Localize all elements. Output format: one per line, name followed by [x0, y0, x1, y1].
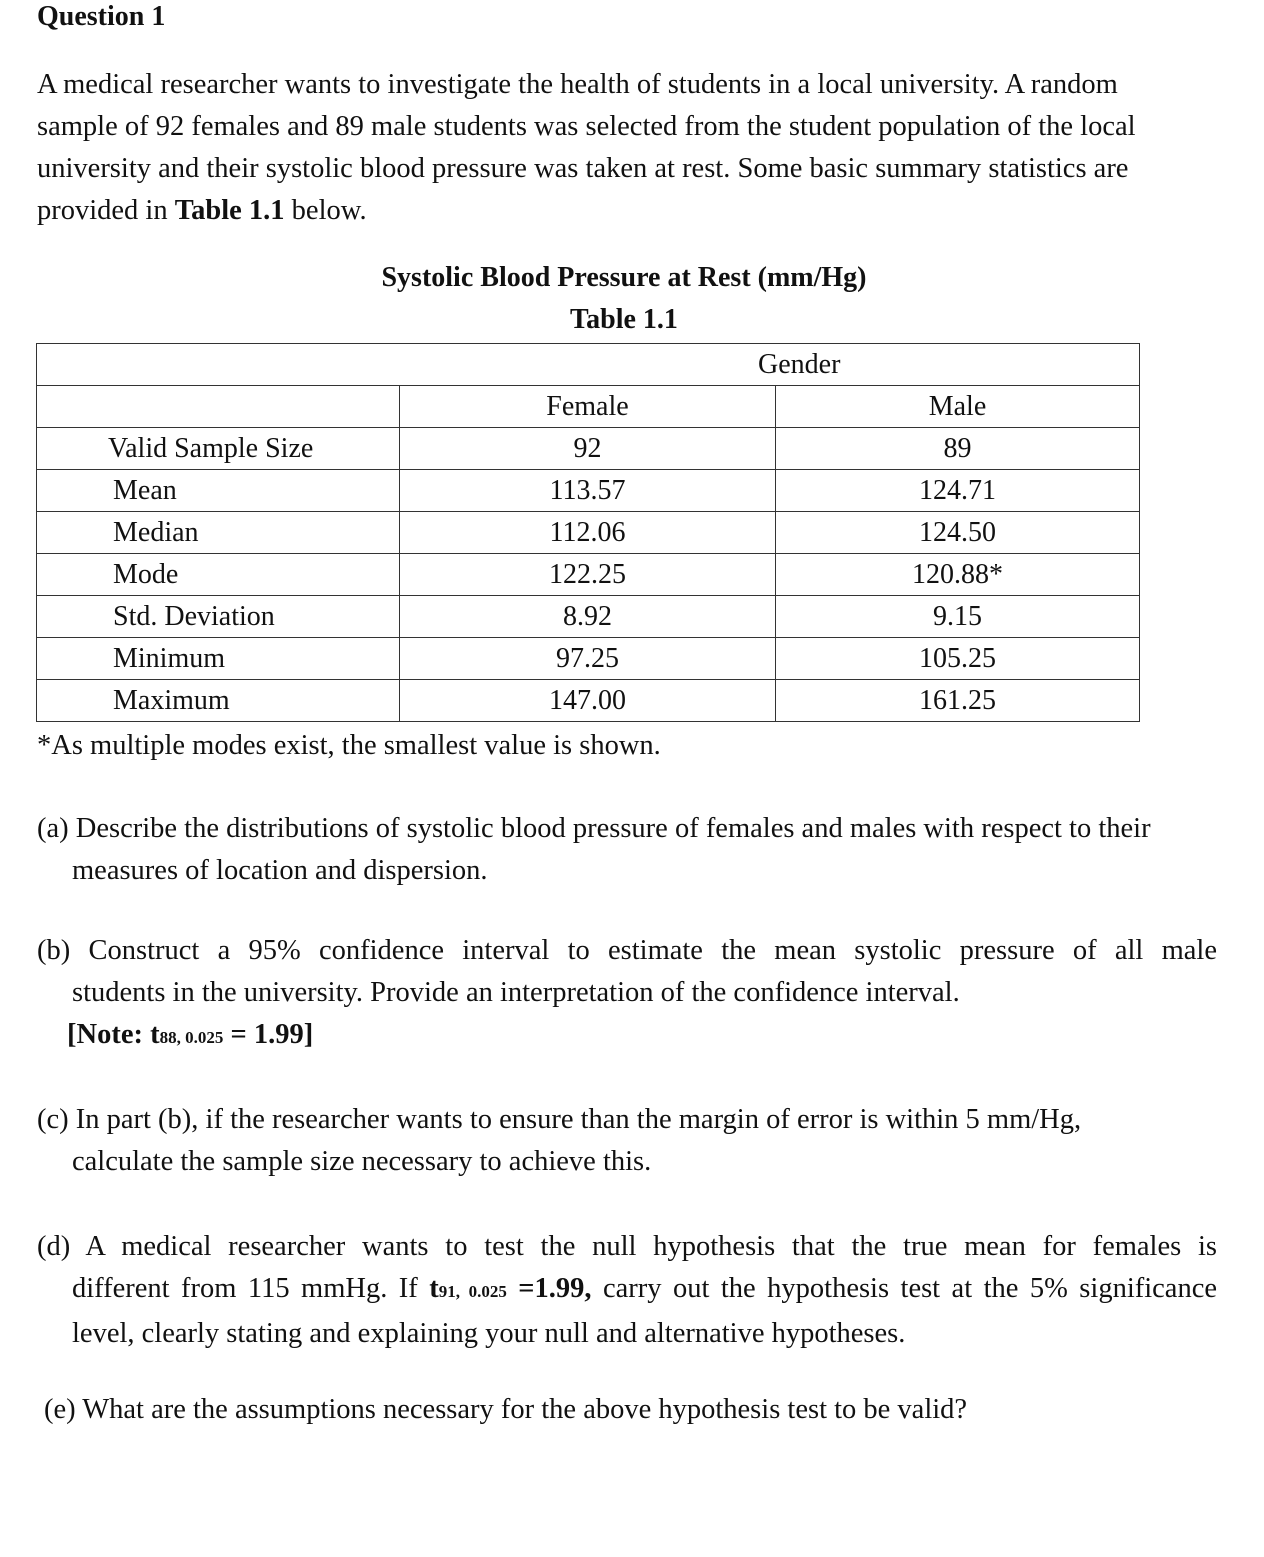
female-value: 122.25 — [400, 554, 776, 596]
t-subscript: 91, 0.025 — [438, 1282, 507, 1301]
male-value: 161.25 — [776, 680, 1140, 722]
intro-text: below. — [284, 195, 367, 226]
female-value: 112.06 — [400, 512, 776, 554]
intro-line — [37, 190, 1217, 232]
row-label: Std. Deviation — [113, 600, 275, 632]
intro-paragraph — [37, 64, 1217, 232]
table-row — [37, 554, 1140, 596]
intro-text: provided in — [37, 195, 175, 226]
question-heading: Question 1 — [37, 1, 166, 32]
row-label-cell — [37, 596, 400, 638]
female-value: 113.57 — [400, 470, 776, 512]
male-value: 9.15 — [776, 596, 1140, 638]
empty-header-cell — [37, 386, 400, 428]
column-header-male: Male — [776, 386, 1140, 428]
t-value: =1.99, — [506, 1273, 592, 1304]
table-title: Systolic Blood Pressure at Rest (mm/Hg) — [381, 262, 867, 293]
row-label: Minimum — [113, 642, 226, 674]
male-value: 105.25 — [776, 638, 1140, 680]
row-label: Mean — [113, 474, 177, 506]
part-b-line: students in the university. Provide an interpretation of the confidence interval. — [72, 977, 960, 1008]
gender-header — [37, 344, 1140, 386]
row-label-cell — [37, 554, 400, 596]
row-label-cell — [37, 680, 400, 722]
part-c-line: calculate the sample size necessary to achieve this. — [72, 1146, 652, 1177]
part-b — [37, 930, 1217, 1014]
row-label: Mode — [113, 558, 179, 590]
row-label-cell — [37, 638, 400, 680]
male-value: 89 — [776, 428, 1140, 470]
gender-header-label: Gender — [758, 348, 841, 380]
part-a — [37, 808, 1217, 892]
male-value: 124.71 — [776, 470, 1140, 512]
column-header-female: Female — [400, 386, 776, 428]
intro-line: sample of 92 females and 89 male students was selected from the student population of the local — [37, 111, 1136, 142]
table-row — [37, 638, 1140, 680]
row-label: Median — [113, 516, 199, 548]
part-d-line: level, clearly stating and explaining your null and alternative hypotheses. — [72, 1318, 906, 1349]
table-column-header-row — [37, 386, 1140, 428]
male-value: 120.88* — [776, 554, 1140, 596]
table-row — [37, 470, 1140, 512]
part-d-line — [37, 1268, 1217, 1313]
table-row — [37, 428, 1140, 470]
part-b-note — [67, 1014, 313, 1059]
table-row — [37, 680, 1140, 722]
male-value: 124.50 — [776, 512, 1140, 554]
part-c-line: (c) In part (b), if the researcher wants to ensure than the margin of error is within 5 mm/Hg, — [37, 1104, 1082, 1135]
table-row — [37, 596, 1140, 638]
row-label: Valid Sample Size — [108, 432, 314, 464]
note-text: = 1.99] — [223, 1019, 314, 1050]
part-d-line-content — [72, 1268, 1217, 1313]
row-label-cell — [37, 512, 400, 554]
female-value: 97.25 — [400, 638, 776, 680]
table-footnote: *As multiple modes exist, the smallest value is shown. — [37, 730, 661, 761]
table-caption: Table 1.1 — [570, 304, 678, 335]
part-d — [37, 1226, 1217, 1355]
t-symbol: t — [429, 1273, 439, 1304]
intro-line: A medical researcher wants to investigate the health of students in a local university. A random — [37, 69, 1118, 100]
row-label-cell — [37, 470, 400, 512]
part-c — [37, 1099, 1217, 1183]
part-d-text: carry out the hypothesis test at the 5% significance — [591, 1273, 1217, 1304]
part-d-text: different from 115 mmHg. If — [72, 1273, 430, 1304]
part-a-line: (a) Describe the distributions of systolic blood pressure of females and males with respect to their — [37, 813, 1151, 844]
note-text: [Note: t — [67, 1019, 160, 1050]
part-b-line: (b) Construct a 95% confidence interval to estimate the mean systolic pressure of all male — [37, 935, 1217, 966]
table-reference: Table 1.1 — [174, 195, 285, 226]
note-subscript: 88, 0.025 — [159, 1028, 224, 1047]
intro-line: university and their systolic blood pressure was taken at rest. Some basic summary statistics are — [37, 153, 1129, 184]
part-e: (e) What are the assumptions necessary for the above hypothesis test to be valid? — [44, 1394, 968, 1425]
table-header-row — [37, 344, 1140, 386]
part-a-line: measures of location and dispersion. — [72, 855, 488, 886]
row-label-cell — [37, 428, 400, 470]
female-value: 147.00 — [400, 680, 776, 722]
part-d-line: (d) A medical researcher wants to test the null hypothesis that the true mean for females is — [37, 1231, 1217, 1262]
female-value: 8.92 — [400, 596, 776, 638]
table-row — [37, 512, 1140, 554]
female-value: 92 — [400, 428, 776, 470]
summary-statistics-table — [36, 343, 1140, 722]
row-label: Maximum — [113, 684, 230, 716]
